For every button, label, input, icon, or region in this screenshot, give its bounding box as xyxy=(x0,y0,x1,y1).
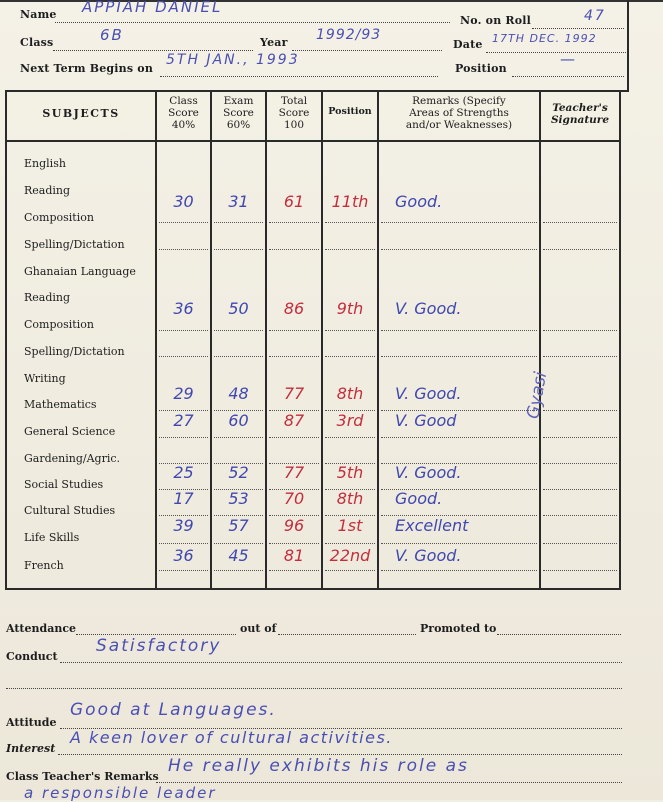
interest-label: Interest xyxy=(6,742,56,755)
table-top-border xyxy=(5,90,629,92)
score-total: 77 xyxy=(283,384,305,403)
row-dotted-line xyxy=(381,570,537,571)
row-dotted-line xyxy=(214,330,263,331)
score-position: 3rd xyxy=(336,411,364,430)
row-dotted-line xyxy=(543,543,617,544)
date-value: 17TH DEC. 1992 xyxy=(492,32,597,45)
row-dotted-line xyxy=(269,222,319,223)
score-total: 81 xyxy=(283,546,305,565)
exam-score-header-line1: Exam xyxy=(223,95,254,107)
row-dotted-line xyxy=(159,330,208,331)
score-exam: 52 xyxy=(228,463,249,482)
row-dotted-line xyxy=(159,543,208,544)
score-class: 36 xyxy=(173,299,194,318)
col-line-3 xyxy=(265,90,267,590)
score-exam: 31 xyxy=(228,192,249,211)
conduct-label: Conduct xyxy=(6,650,58,663)
row-dotted-line xyxy=(543,515,617,516)
interest-value: A keen lover of cultural activities. xyxy=(70,728,393,747)
subject-label: Ghanaian Language xyxy=(24,265,136,278)
row-dotted-line xyxy=(325,330,375,331)
out-of-label: out of xyxy=(240,622,277,635)
name-line xyxy=(55,22,450,23)
next-term-value: 5TH JAN., 1993 xyxy=(166,52,300,68)
signature-header-line1: Teacher's xyxy=(552,102,608,114)
interest-line xyxy=(58,754,622,755)
subject-label: Writing xyxy=(24,372,66,385)
subject-label: General Science xyxy=(24,425,116,438)
row-dotted-line xyxy=(325,249,375,250)
next-term-line xyxy=(160,76,438,77)
position-value: — xyxy=(560,50,577,68)
row-dotted-line xyxy=(269,543,319,544)
row-dotted-line xyxy=(543,222,617,223)
remarks-line xyxy=(156,782,622,783)
score-remark: Good. xyxy=(395,489,443,508)
score-class: 17 xyxy=(173,489,194,508)
class-value: 6B xyxy=(100,26,124,44)
row-dotted-line xyxy=(214,222,263,223)
score-position: 5th xyxy=(336,463,364,482)
score-total: 61 xyxy=(283,192,305,211)
class-line xyxy=(53,50,253,51)
date-label: Date xyxy=(453,38,483,51)
row-dotted-line xyxy=(214,249,263,250)
score-remark: V. Good. xyxy=(395,546,462,565)
class-score-header-line1: Class xyxy=(169,95,198,107)
score-class: 29 xyxy=(173,384,194,403)
score-exam: 50 xyxy=(228,299,249,318)
row-dotted-line xyxy=(159,222,208,223)
row-dotted-line xyxy=(269,570,319,571)
row-dotted-line xyxy=(214,356,263,357)
year-value: 1992/93 xyxy=(316,27,382,43)
attendance-label: Attendance xyxy=(6,622,77,635)
score-class: 25 xyxy=(173,463,194,482)
row-dotted-line xyxy=(325,356,375,357)
score-remark: V. Good. xyxy=(395,299,462,318)
total-score-header-line2: Score xyxy=(278,107,310,119)
total-score-header-line3: 100 xyxy=(283,119,305,131)
row-dotted-line xyxy=(381,437,537,438)
row-dotted-line xyxy=(159,570,208,571)
row-dotted-line xyxy=(269,330,319,331)
score-exam: 57 xyxy=(228,516,249,535)
roll-label: No. on Roll xyxy=(460,14,532,27)
subject-label: Spelling/Dictation xyxy=(24,345,125,358)
row-dotted-line xyxy=(543,463,617,464)
date-line xyxy=(486,52,626,53)
table-right-border xyxy=(619,90,621,590)
row-dotted-line xyxy=(543,356,617,357)
score-total: 96 xyxy=(283,516,305,535)
score-exam: 48 xyxy=(228,384,249,403)
row-dotted-line xyxy=(543,437,617,438)
score-total: 77 xyxy=(283,463,305,482)
subject-label: English xyxy=(24,157,66,170)
row-dotted-line xyxy=(325,437,375,438)
score-total: 70 xyxy=(283,489,305,508)
row-dotted-line xyxy=(214,437,263,438)
row-dotted-line xyxy=(325,222,375,223)
attendance-line xyxy=(76,634,236,635)
score-position: 1st xyxy=(337,516,363,535)
subject-label: Mathematics xyxy=(24,398,97,411)
score-remark: Excellent xyxy=(395,516,469,535)
remarks-header-line1: Remarks (Specify xyxy=(412,95,506,107)
row-dotted-line xyxy=(543,570,617,571)
score-total: 86 xyxy=(283,299,305,318)
name-label: Name xyxy=(20,8,57,21)
row-dotted-line xyxy=(381,543,537,544)
subject-label: Composition xyxy=(24,318,94,331)
score-exam: 53 xyxy=(228,489,249,508)
subject-label: Composition xyxy=(24,211,94,224)
subject-label: Spelling/Dictation xyxy=(24,238,125,251)
conduct-line-2 xyxy=(6,688,622,689)
subject-label: Life Skills xyxy=(24,531,80,544)
total-score-header xyxy=(267,95,321,131)
score-remark: V. Good. xyxy=(395,463,462,482)
next-term-label: Next Term Begins on xyxy=(20,62,154,75)
row-dotted-line xyxy=(159,437,208,438)
roll-line xyxy=(532,28,624,29)
exam-score-header-line3: 60% xyxy=(226,119,251,131)
out-of-line xyxy=(278,634,416,635)
class-score-header-line2: Score xyxy=(168,107,199,119)
col-line-5 xyxy=(377,90,379,590)
name-value: APPIAH DANIEL xyxy=(82,0,223,16)
row-dotted-line xyxy=(381,222,537,223)
score-class: 39 xyxy=(173,516,194,535)
class-score-header xyxy=(157,95,210,131)
score-position: 8th xyxy=(336,489,364,508)
row-dotted-line xyxy=(381,249,537,250)
row-dotted-line xyxy=(543,489,617,490)
year-label: Year xyxy=(260,36,288,49)
row-dotted-line xyxy=(159,249,208,250)
total-score-header-line1: Total xyxy=(280,95,308,107)
col-line-2 xyxy=(210,90,212,590)
subject-label: Cultural Studies xyxy=(24,504,116,517)
teacher-signature-scribble: Gyasi xyxy=(523,370,552,421)
subjects-header: SUBJECTS xyxy=(42,107,120,120)
score-remark: V. Good xyxy=(395,411,457,430)
score-class: 36 xyxy=(173,546,194,565)
class-score-header-line3: 40% xyxy=(171,119,196,131)
subject-label: Gardening/Agric. xyxy=(24,452,121,465)
signature-header-line2: Signature xyxy=(550,114,610,126)
score-position: 9th xyxy=(336,299,364,318)
class-teacher-remarks-value: He really exhibits his role as xyxy=(168,756,469,776)
col-line-1 xyxy=(155,90,157,590)
row-dotted-line xyxy=(269,356,319,357)
subject-label: Reading xyxy=(24,184,71,197)
score-exam: 45 xyxy=(228,546,249,565)
attitude-label: Attitude xyxy=(6,716,57,729)
exam-score-header-line2: Score xyxy=(223,107,254,119)
class-label: Class xyxy=(20,36,54,49)
attitude-value: Good at Languages. xyxy=(70,700,277,720)
signature-header xyxy=(541,102,619,126)
promoted-line xyxy=(497,634,621,635)
row-dotted-line xyxy=(325,543,375,544)
row-dotted-line xyxy=(269,437,319,438)
position-label: Position xyxy=(455,62,507,75)
score-exam: 60 xyxy=(228,411,249,430)
roll-value: 47 xyxy=(584,8,606,24)
subject-label: Reading xyxy=(24,291,71,304)
score-position: 8th xyxy=(336,384,364,403)
row-dotted-line xyxy=(381,356,537,357)
score-position: 22nd xyxy=(329,546,371,565)
position-header: Position xyxy=(328,106,372,117)
conduct-line xyxy=(60,662,622,663)
col-line-4 xyxy=(321,90,323,590)
table-left-border xyxy=(5,90,7,590)
class-teacher-remarks-label: Class Teacher's Remarks xyxy=(6,770,159,783)
year-line xyxy=(292,50,442,51)
row-dotted-line xyxy=(214,570,263,571)
score-remark: Good. xyxy=(395,192,443,211)
score-remark: V. Good. xyxy=(395,384,462,403)
header-divider xyxy=(5,140,621,142)
subject-label: French xyxy=(24,559,64,572)
row-dotted-line xyxy=(325,570,375,571)
remarks-header-line3: and/or Weaknesses) xyxy=(405,119,513,131)
conduct-value: Satisfactory xyxy=(96,636,222,656)
row-dotted-line xyxy=(159,356,208,357)
frame-right-top xyxy=(627,0,629,92)
remarks-header xyxy=(379,95,539,131)
table-bottom-border xyxy=(5,588,621,590)
class-teacher-remarks-value-2: a responsible leader xyxy=(24,784,217,802)
promoted-label: Promoted to xyxy=(420,622,497,635)
remarks-header-line2: Areas of Strengths xyxy=(409,107,509,119)
col-line-6 xyxy=(539,90,541,590)
score-position: 11th xyxy=(331,192,369,211)
position-line xyxy=(512,76,624,77)
subject-label: Social Studies xyxy=(24,478,104,491)
score-total: 87 xyxy=(283,411,305,430)
score-class: 30 xyxy=(173,192,194,211)
score-class: 27 xyxy=(173,411,194,430)
row-dotted-line xyxy=(543,249,617,250)
row-dotted-line xyxy=(381,330,537,331)
row-dotted-line xyxy=(543,330,617,331)
row-dotted-line xyxy=(214,543,263,544)
exam-score-header xyxy=(212,95,265,131)
row-dotted-line xyxy=(269,249,319,250)
